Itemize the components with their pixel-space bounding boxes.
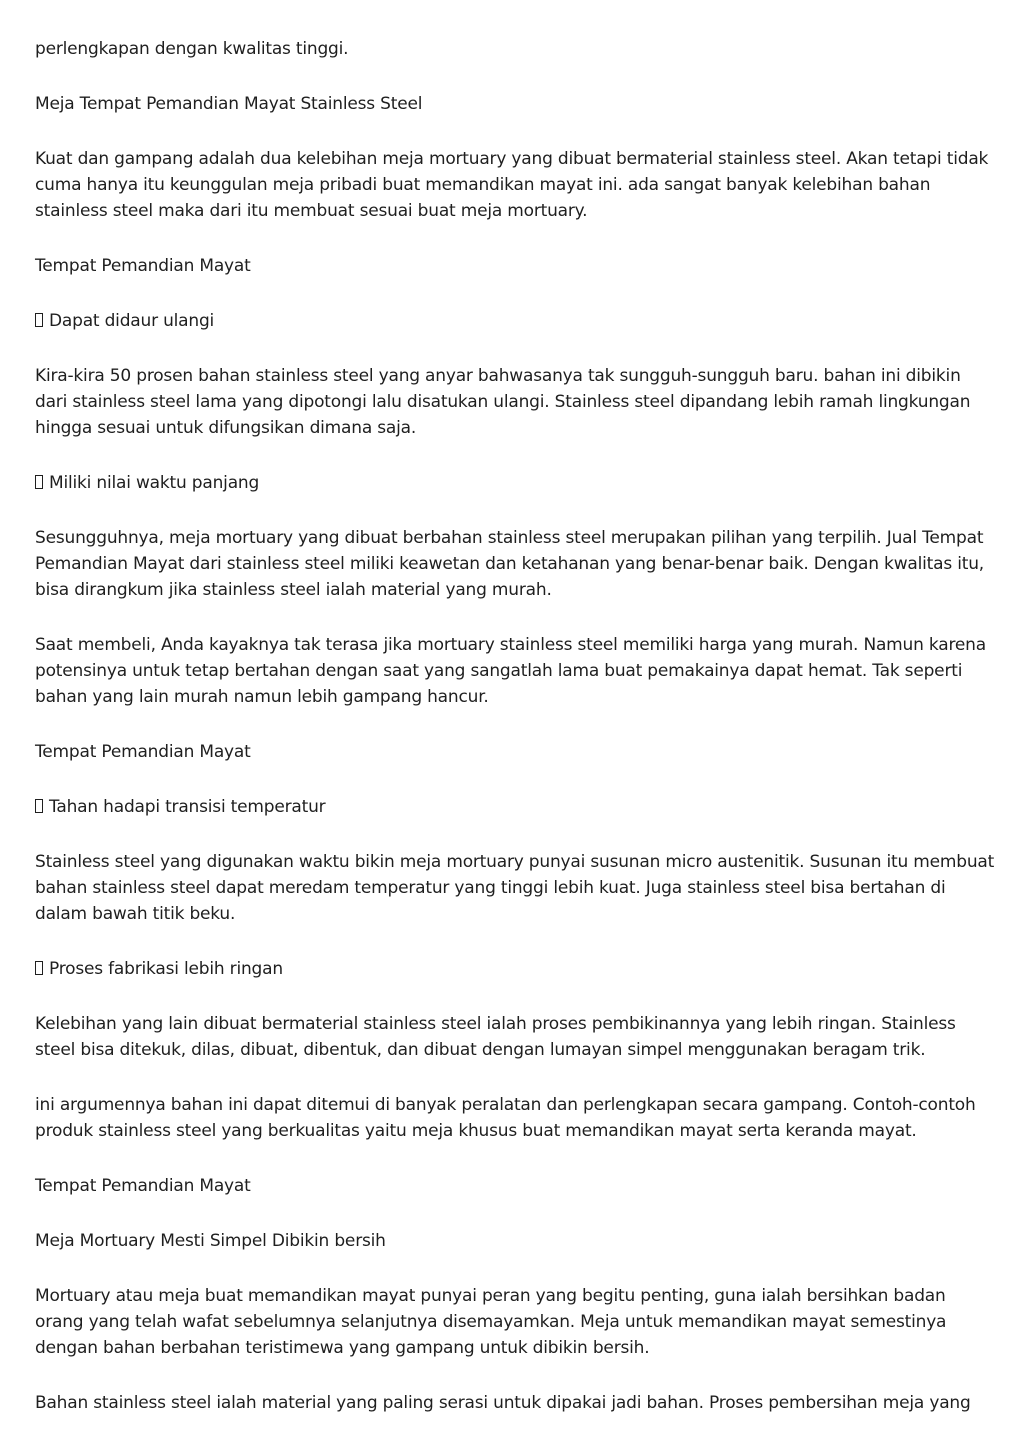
document-body [35,36,995,1445]
bullet-item-label: Proses fabrikasi lebih ringan [49,959,283,979]
missing-glyph-box-icon [35,799,43,813]
paragraph-text: Kelebihan yang lain dibuat bermaterial stainless steel ialah proses pembikinannya yang lebih ringan. Stainless steel bisa ditekuk, dilas, dibuat, dibentuk, dan dibuat dengan lumayan simpel menggunakan beragam trik. [35,1014,956,1060]
section-heading: Tempat Pemandian Mayat [35,742,251,762]
bullet-item [35,794,995,820]
paragraph-text: ini argumennya bahan ini dapat ditemui di banyak peralatan dan perlengkapan secara gampang. Contoh-contoh produk stainless steel yang berkualitas yaitu meja khusus buat memandikan mayat serta keranda mayat. [35,1095,976,1141]
paragraph-text: Kira-kira 50 prosen bahan stainless steel yang anyar bahwasanya tak sungguh-sungguh baru. bahan ini dibikin dari stainless steel lama yang dipotongi lalu disatukan ulangi. Stainless steel dipandang lebih ramah lingkungan hingga sesuai untuk difungsikan dimana saja. [35,366,971,438]
bullet-item-label: Miliki nilai waktu panjang [49,473,260,493]
missing-glyph-box-icon [35,475,43,489]
paragraph-text: perlengkapan dengan kwalitas tinggi. [35,39,349,59]
paragraph-text: Saat membeli, Anda kayaknya tak terasa jika mortuary stainless steel memiliki harga yang murah. Namun karena potensinya untuk tetap bertahan dengan saat yang sangatlah lama buat pemakainya dapat hemat. Tak seperti bahan yang lain murah namun lebih gampang hancur. [35,635,986,707]
section-heading: Tempat Pemandian Mayat [35,1176,251,1196]
bullet-item-label: Dapat didaur ulangi [49,311,215,331]
bullet-item [35,470,995,496]
paragraph-text: Sesungguhnya, meja mortuary yang dibuat berbahan stainless steel merupakan pilihan yang terpilih. Jual Tempat Pemandian Mayat dari stainless steel miliki keawetan dan ketahanan yang benar-benar baik. Dengan kwalitas itu, bisa dirangkum jika stainless steel ialah material yang murah. [35,528,984,600]
paragraph-text: Kuat dan gampang adalah dua kelebihan meja mortuary yang dibuat bermaterial stainless steel. Akan tetapi tidak cuma hanya itu keunggulan meja pribadi buat memandikan mayat ini. ada sangat banyak kelebihan bahan stainless steel maka dari itu membuat sesuai buat meja mortuary. [35,149,989,221]
section-heading: Tempat Pemandian Mayat [35,256,251,276]
bullet-item [35,956,995,982]
paragraph-text: Stainless steel yang digunakan waktu bikin meja mortuary punyai susunan micro austenitik. Susunan itu membuat bahan stainless steel dapat meredam temperatur yang tinggi lebih kuat. Juga stainless steel bisa bertahan di dalam bawah titik beku. [35,852,995,924]
paragraph-text: Mortuary atau meja buat memandikan mayat punyai peran yang begitu penting, guna ialah bersihkan badan orang yang telah wafat sebelumnya selanjutnya disemayamkan. Meja untuk memandikan mayat semestinya dengan bahan berbahan teristimewa yang gampang untuk dibikin bersih. [35,1286,947,1358]
section-heading: Meja Mortuary Mesti Simpel Dibikin bersih [35,1231,386,1251]
bullet-item-label: Tahan hadapi transisi temperatur [49,797,326,817]
paragraph-text: Bahan stainless steel ialah material yang paling serasi untuk dipakai jadi bahan. Proses pembersihan meja yang [35,1393,971,1413]
bullet-item [35,308,995,334]
section-heading: Meja Tempat Pemandian Mayat Stainless Steel [35,94,423,114]
missing-glyph-box-icon [35,961,43,975]
missing-glyph-box-icon [35,313,43,327]
